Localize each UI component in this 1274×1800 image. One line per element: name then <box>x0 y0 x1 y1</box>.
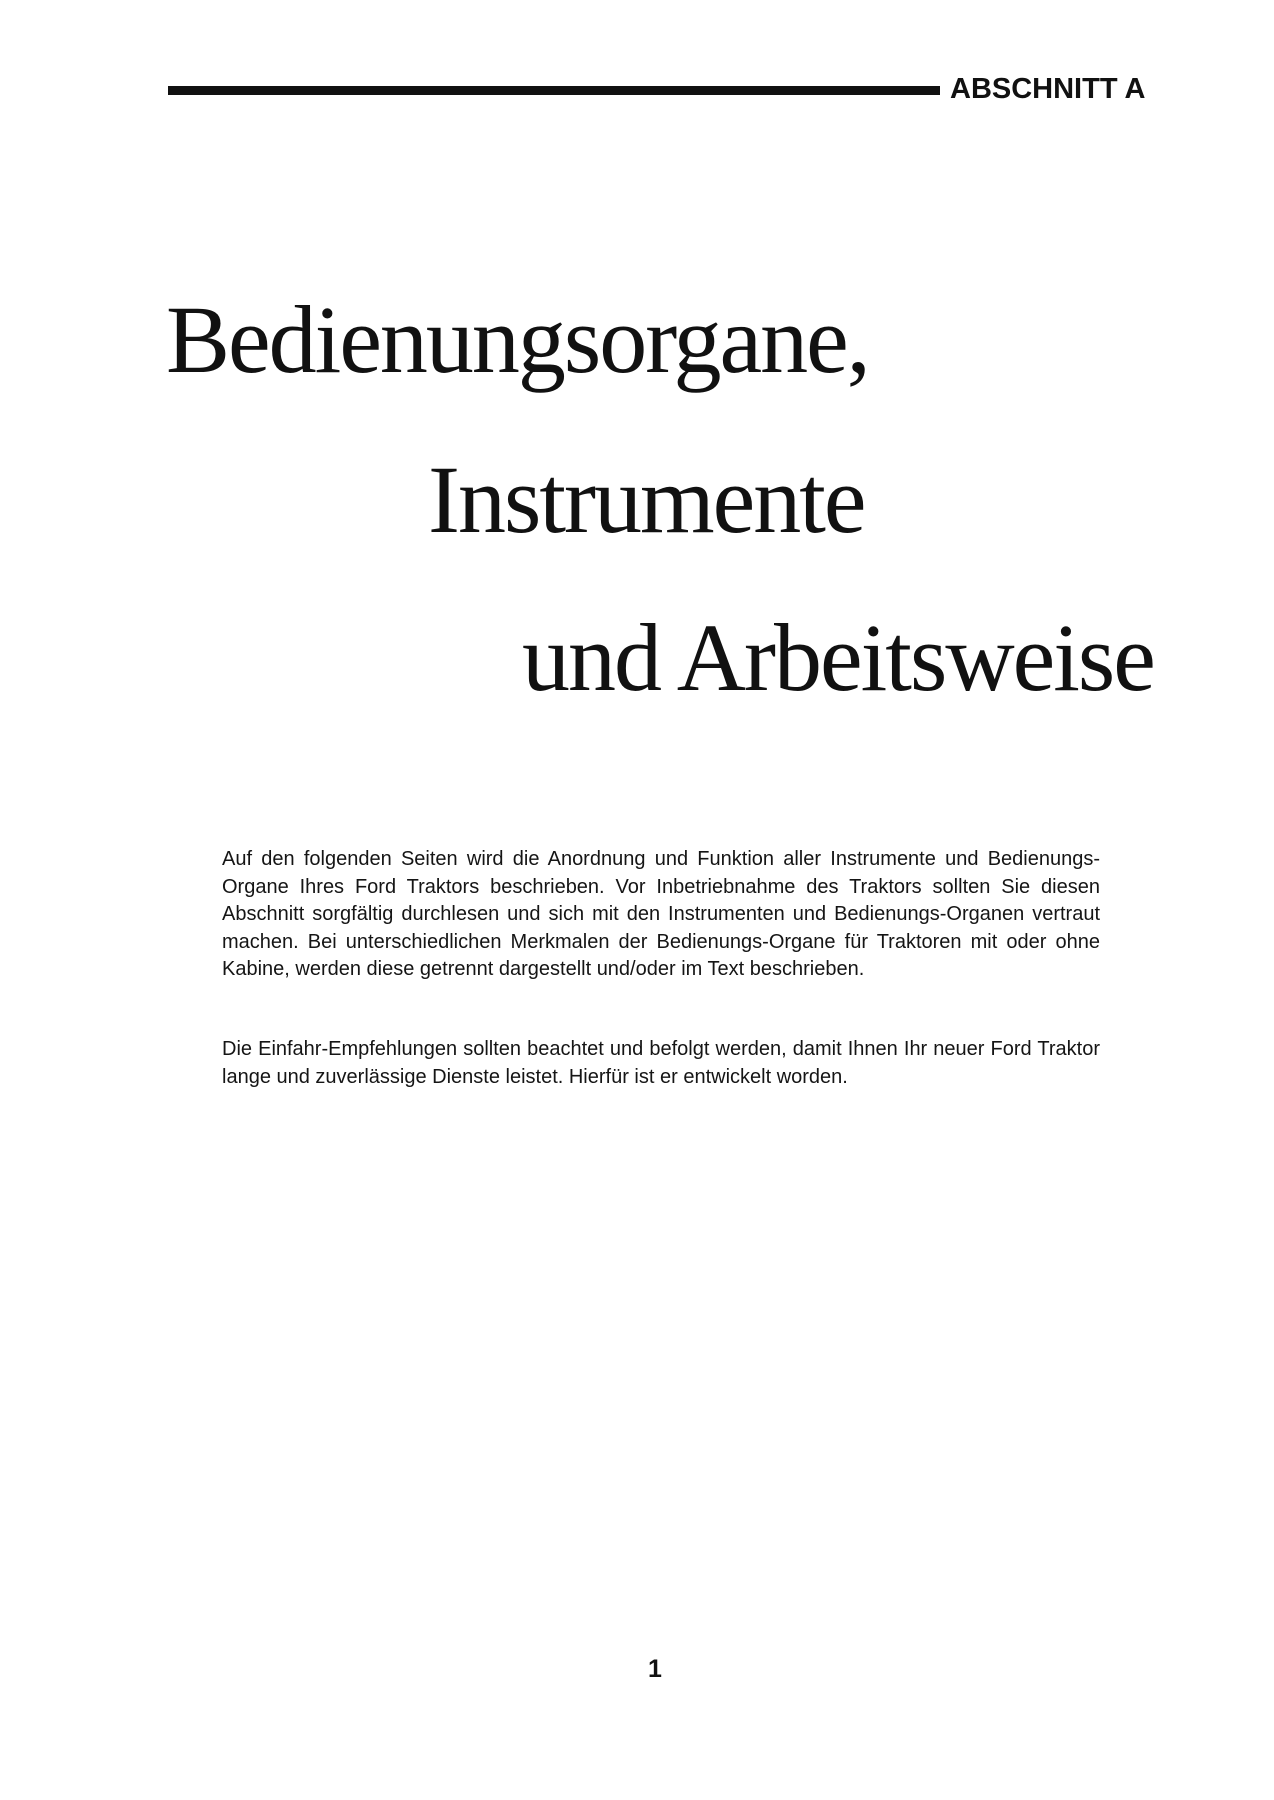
header-rule <box>168 86 940 95</box>
intro-paragraph: Auf den folgenden Seiten wird die Anordnung und Funktion aller Instrumente und Bedienungs-Organe Ihres Ford Traktors beschrieben. Vor Inbetriebnahme des Traktors sollten Sie diesen Abschnitt sorgfältig durchlesen und sich mit den Instrumenten und Bedienungs-Organen vertraut machen. Bei unterschiedlichen Merkmalen der Bedienungs-Organe für Traktoren mit oder ohne Kabine, werden diese getrennt dargestellt und/oder im Text beschrieben. <box>222 848 1100 980</box>
break-in-paragraph: Die Einfahr-Empfehlungen sollten beachtet und befolgt werden, damit Ihnen Ihr neuer Ford Traktor lange und zuverlässige Dienste leistet. Hierfür ist er entwickelt worden. <box>222 1038 1100 1088</box>
page-title-line-3: und Arbeitsweise <box>522 604 1154 711</box>
page-title-line-2: Instrumente <box>428 446 865 553</box>
page-number: 1 <box>648 1655 662 1683</box>
page-title-line-1: Bedienungsorgane, <box>166 286 869 393</box>
section-label: ABSCHNITT A <box>950 73 1146 105</box>
